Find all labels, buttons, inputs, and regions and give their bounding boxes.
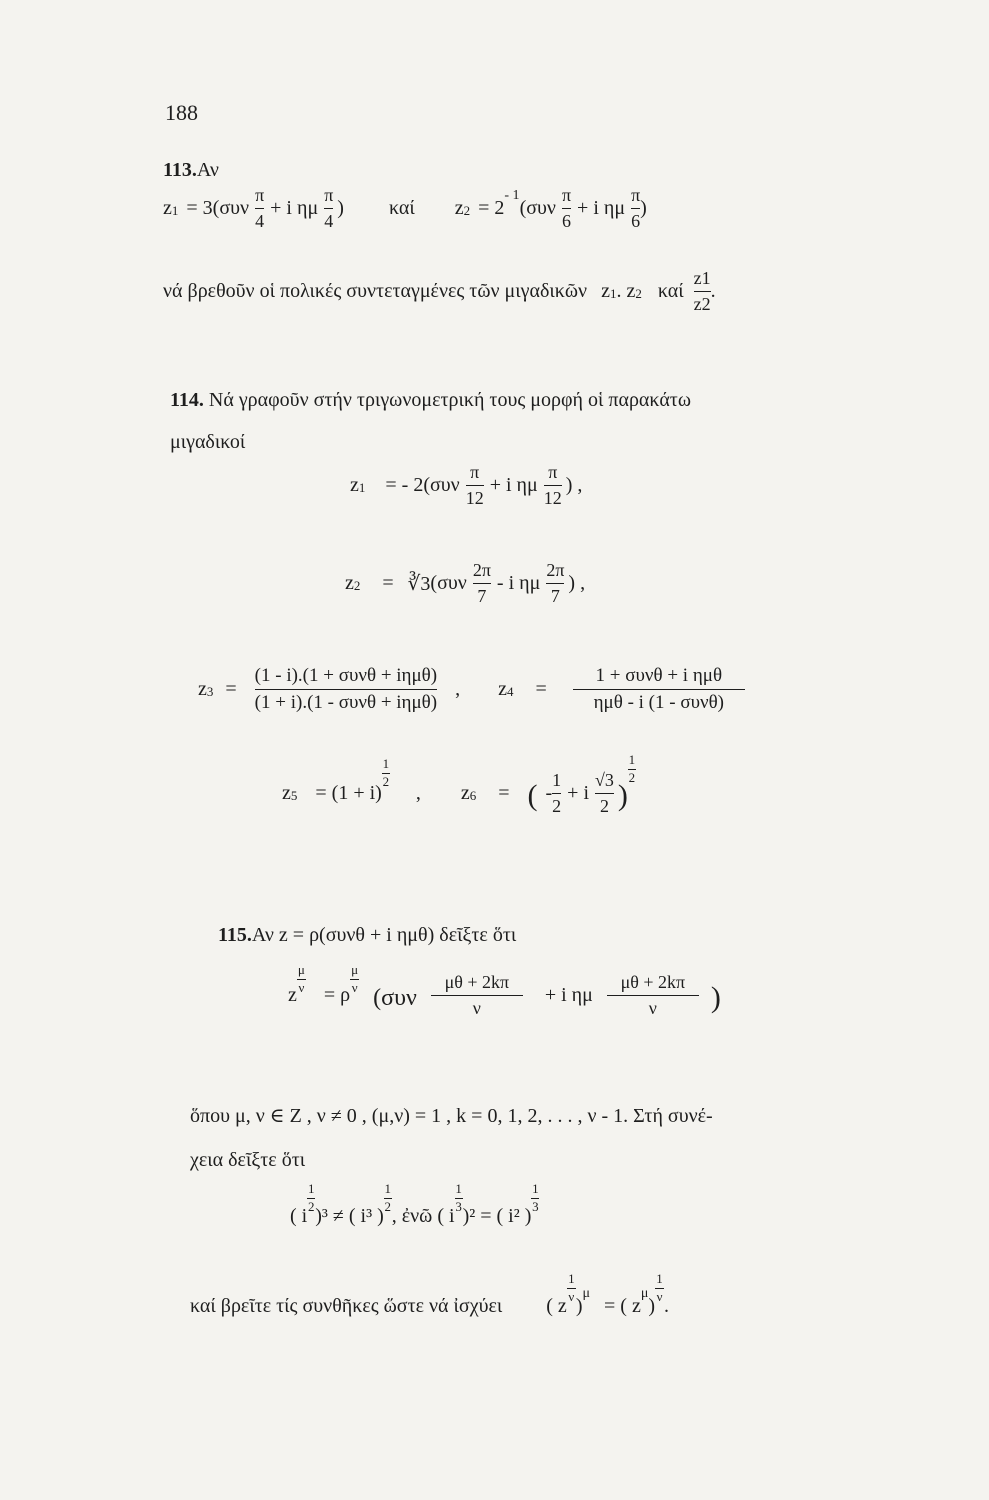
expr: (συν	[519, 196, 556, 219]
paren: )	[617, 779, 628, 813]
expr: = 3(συν	[186, 196, 250, 219]
equation-115-inequality	[290, 1181, 539, 1233]
subscript: 2	[353, 578, 361, 594]
equation-113-z1	[163, 185, 647, 231]
subscript: 3	[206, 684, 214, 700]
fraction-z1-z2: $\frac{z1}{z2}$	[693, 268, 711, 314]
problem-intro: Αν	[196, 159, 219, 181]
exponent-1-nu: $\frac{1}{\nu}$	[568, 1271, 575, 1304]
z-symbol: z	[198, 677, 207, 700]
z2-symbol: z	[454, 196, 464, 219]
expr: )	[648, 1294, 656, 1317]
exponent: μ	[640, 1286, 649, 1302]
word-kai: καί	[388, 196, 415, 219]
problem-113-heading	[163, 160, 219, 180]
fraction-root-arg: $\frac{\mu\theta + 2k\pi}{\nu}$	[607, 972, 699, 1018]
subscript: 2	[463, 203, 471, 219]
expr: )³ ≠ ( i³ )	[315, 1204, 384, 1227]
z-symbol: z	[498, 677, 508, 700]
sentence: χεια δεῖξτε ὅτι	[190, 1149, 306, 1171]
exponent-half: $\frac{1}{2}$	[384, 1181, 391, 1214]
page-number: 188	[165, 100, 198, 125]
fraction-2pi-7: $\frac{2\pi}{7}$	[472, 560, 491, 606]
expr: )	[337, 196, 344, 219]
subscript: 6	[469, 788, 477, 804]
fraction-pi-6: $\frac{\pi}{6}$	[561, 185, 572, 231]
subscript: 1	[171, 203, 179, 219]
sentence: ὅπου μ, ν ∈ Z , ν ≠ 0 , (μ,ν) = 1 , k = 0, 1, 2, . . . , ν - 1. Στή συνέ-	[190, 1105, 713, 1127]
problem-115-heading	[218, 925, 516, 945]
expr: (συν	[373, 984, 417, 1011]
exponent: μ	[582, 1286, 590, 1302]
expr: , ἐνῶ ( i	[391, 1204, 455, 1227]
fraction-1-2: $\frac{1}{2}$	[552, 770, 562, 816]
expr: ) ,	[568, 571, 586, 594]
exponent-mu-nu: $\frac{\mu}{\nu}$	[297, 961, 305, 995]
expr: . z	[616, 279, 636, 302]
subscript: 2	[635, 286, 642, 302]
expr: = (1 + i)	[315, 781, 382, 804]
expr: ,	[415, 781, 421, 804]
expr: )	[575, 1294, 583, 1317]
expr: + i ημ	[577, 196, 626, 219]
sentence: νά βρεθοῦν οἱ πολικές συντεταγμένες τῶν μιγαδικῶν	[163, 279, 588, 302]
sentence: Αν z = ρ(συνθ + i ημθ) δεῖξτε ὅτι	[251, 924, 517, 946]
exponent-half: $\frac{1}{2}$	[382, 755, 390, 789]
equation-114-z3-z4	[198, 665, 745, 714]
expr: + i ημ	[489, 473, 538, 496]
expr: .	[664, 1294, 670, 1317]
equation-114-z5-z6	[282, 751, 636, 816]
fraction-2pi-7: $\frac{2\pi}{7}$	[546, 560, 565, 606]
fraction-pi-12: $\frac{\pi}{12}$	[465, 462, 484, 508]
expr: ) ,	[565, 473, 583, 496]
exponent-half: $\frac{1}{2}$	[307, 1181, 315, 1214]
expr: ,	[455, 677, 461, 700]
final-line	[190, 1271, 670, 1323]
fraction-pi-6: $\frac{\pi}{6}$	[631, 185, 641, 231]
expr: - i ημ	[496, 571, 541, 594]
equation-114-z2	[345, 560, 585, 606]
expr: (συν	[430, 571, 467, 594]
paren: )	[710, 981, 721, 1015]
expr: + i ημ	[544, 983, 593, 1006]
fraction-pi-4: $\frac{\pi}{4}$	[324, 185, 334, 231]
z-symbol: z	[460, 781, 470, 804]
z-symbol: z	[345, 571, 354, 594]
problem-number: 114.	[170, 389, 204, 411]
expr: ( i	[290, 1204, 308, 1227]
expr: + i	[567, 781, 590, 804]
subscript: 5	[290, 788, 298, 804]
sentence: Νά γραφοῦν στήν τριγωνομετρική τους μορφή οἱ παρακάτω	[208, 389, 691, 411]
expr: =	[225, 677, 237, 700]
expr: =	[382, 571, 394, 594]
cube-root: ∛3	[407, 572, 431, 595]
expr: = ρ	[323, 983, 351, 1006]
exponent-half: $\frac{1}{2}$	[628, 751, 636, 785]
text-113: νά βρεθοῦν οἱ πολικές συντεταγμένες τῶν μιγαδικῶν z 1 . z 2 καί $\frac{z1}{z2}$ .	[163, 268, 716, 314]
word-kai: καί	[657, 279, 684, 302]
z-symbol: z	[288, 983, 297, 1006]
equation-115-root	[288, 961, 721, 1018]
expr: )	[640, 196, 647, 219]
fraction-pi-4: $\frac{\pi}{4}$	[255, 185, 265, 231]
problem-114-heading	[170, 390, 691, 410]
z-symbol: z	[282, 781, 291, 804]
subscript: 1	[358, 480, 366, 496]
exponent-third: $\frac{1}{3}$	[532, 1181, 539, 1214]
equation-114-z1	[350, 462, 582, 508]
z1-symbol: z	[163, 196, 172, 219]
expr: -	[545, 781, 553, 804]
expr: + i ημ	[270, 196, 319, 219]
expr: )² = ( i² )	[462, 1204, 532, 1227]
fraction-sqrt3-2: $\frac{√3}{2}$	[595, 770, 614, 816]
sentence: μιγαδικοί	[170, 431, 246, 453]
expr: = 2	[478, 196, 505, 219]
exponent-third: $\frac{1}{3}$	[455, 1181, 462, 1214]
expr: = - 2(συν	[385, 473, 460, 496]
expr: z	[601, 279, 610, 302]
expr: = ( z	[604, 1294, 641, 1317]
exponent-1-nu: $\frac{1}{\nu}$	[656, 1271, 663, 1304]
expr: ( z	[546, 1294, 567, 1317]
paren: (	[527, 779, 538, 813]
expr: =	[498, 781, 510, 804]
expr: =	[535, 677, 547, 700]
fraction-z4: $\frac{\text{1 + συνθ + i ημθ}}{\text{ημθ - i (1 - συνθ)}}$	[573, 665, 745, 714]
exponent: - 1	[504, 188, 520, 204]
z-symbol: z	[350, 473, 359, 496]
problem-number: 115.	[218, 924, 252, 946]
subscript: 1	[609, 286, 617, 302]
subscript: 4	[507, 684, 514, 700]
exponent-mu-nu: $\frac{\mu}{\nu}$	[351, 961, 359, 995]
sentence: καί βρεῖτε τίς συνθῆκες ὥστε νά ἰσχύει	[190, 1294, 503, 1317]
fraction-root-arg: $\frac{\mu\theta + 2k\pi}{\nu}$	[431, 972, 523, 1018]
fraction-pi-12: $\frac{\pi}{12}$	[543, 462, 562, 508]
fraction-z3: $\frac{\text{(1 - i).(1 + συνθ + iημθ)}}{\text{(1 + i).(1 - συνθ + iημθ)}}$	[254, 665, 438, 713]
problem-number: 113.	[163, 159, 197, 181]
